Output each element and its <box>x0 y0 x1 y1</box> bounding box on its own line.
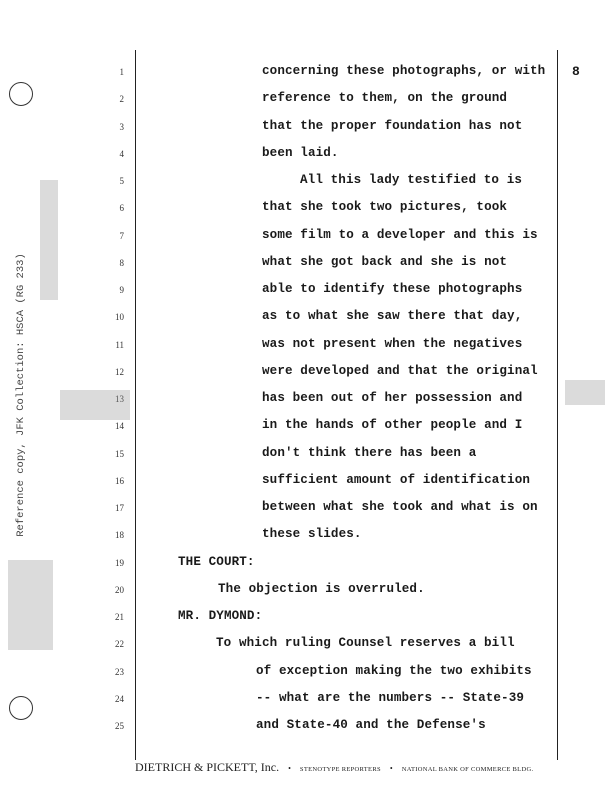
footer-service: STENOTYPE REPORTERS <box>299 766 381 773</box>
line-number: 8 <box>119 257 124 268</box>
line-number: 12 <box>115 366 124 377</box>
line-number: 6 <box>119 203 124 214</box>
binder-hole-top <box>9 82 33 106</box>
footer-dot: • <box>288 764 291 773</box>
transcript-line: in the hands of other people and I <box>262 418 523 433</box>
line-number: 7 <box>119 230 124 241</box>
transcript-line: of exception making the two exhibits <box>256 663 532 678</box>
line-number: 23 <box>115 666 124 677</box>
line-number: 9 <box>119 285 124 295</box>
transcript-line: don't think there has been a <box>262 445 477 460</box>
transcript-line: able to identify these photographs <box>262 282 523 296</box>
transcript-line: MR. DYMOND: <box>178 609 263 623</box>
transcript-line: All this lady testified to is <box>300 173 523 187</box>
line-number: 13 <box>115 394 124 404</box>
right-margin-line <box>557 50 558 760</box>
line-number: 15 <box>115 448 124 459</box>
transcript-line: that the proper foundation has not <box>262 118 523 133</box>
line-number: 21 <box>115 612 124 622</box>
transcript-line: -- what are the numbers -- State-39 <box>256 690 525 705</box>
scan-speck <box>565 380 605 405</box>
page-number: 8 <box>572 64 580 79</box>
footer-address: NATIONAL BANK OF COMMERCE BLDG. <box>401 766 534 773</box>
line-number: 25 <box>115 721 124 731</box>
transcript-line: were developed and that the original <box>262 363 538 378</box>
transcript-line: reference to them, on the ground <box>262 91 508 106</box>
line-number: 22 <box>115 639 124 650</box>
line-number: 10 <box>115 312 124 323</box>
line-number: 14 <box>115 421 124 432</box>
transcript-line: The objection is overruled. <box>218 581 425 596</box>
scan-speck <box>8 560 53 650</box>
line-number: 4 <box>119 148 124 159</box>
scan-speck <box>60 390 130 420</box>
line-number: 24 <box>115 693 124 704</box>
line-number: 20 <box>115 584 124 595</box>
transcript-line: some film to a developer and this is <box>262 227 538 242</box>
line-number: 2 <box>119 94 124 105</box>
footer <box>135 758 533 776</box>
transcript-line: that she took two pictures, took <box>262 200 508 215</box>
scan-speck <box>40 180 58 300</box>
footer-firm: DIETRICH & PICKETT, Inc. <box>135 760 280 774</box>
line-number: 17 <box>115 503 124 513</box>
transcript-line: between what she took and what is on <box>262 500 538 514</box>
footer-dot: • <box>389 764 393 773</box>
transcript-line: what she got back and she is not <box>262 254 508 269</box>
transcript-line: as to what she saw there that day, <box>262 309 523 324</box>
transcript-line: been laid. <box>262 145 339 160</box>
line-number: 1 <box>119 67 124 77</box>
transcript-line: To which ruling Counsel reserves a bill <box>216 636 515 651</box>
side-archive-note: Reference copy, JFK Collection: HSCA (RG 233) <box>15 253 27 537</box>
line-number: 11 <box>115 339 124 350</box>
binder-hole-bottom <box>9 696 33 720</box>
transcript-line: has been out of her possession and <box>262 391 523 405</box>
left-margin-line <box>135 50 136 760</box>
transcript-line: concerning these photographs, or with <box>262 64 546 78</box>
transcript-line: was not present when the negatives <box>262 336 523 351</box>
transcript-line: and State-40 and the Defense's <box>256 718 486 732</box>
transcript-line: THE COURT: <box>178 554 255 569</box>
transcript-line: sufficient amount of identification <box>262 472 531 487</box>
line-number: 3 <box>119 121 124 132</box>
line-number: 16 <box>115 475 124 486</box>
transcript-line: these slides. <box>262 527 362 542</box>
line-number: 19 <box>115 557 124 568</box>
line-number: 18 <box>115 530 124 541</box>
line-number: 5 <box>119 176 124 186</box>
